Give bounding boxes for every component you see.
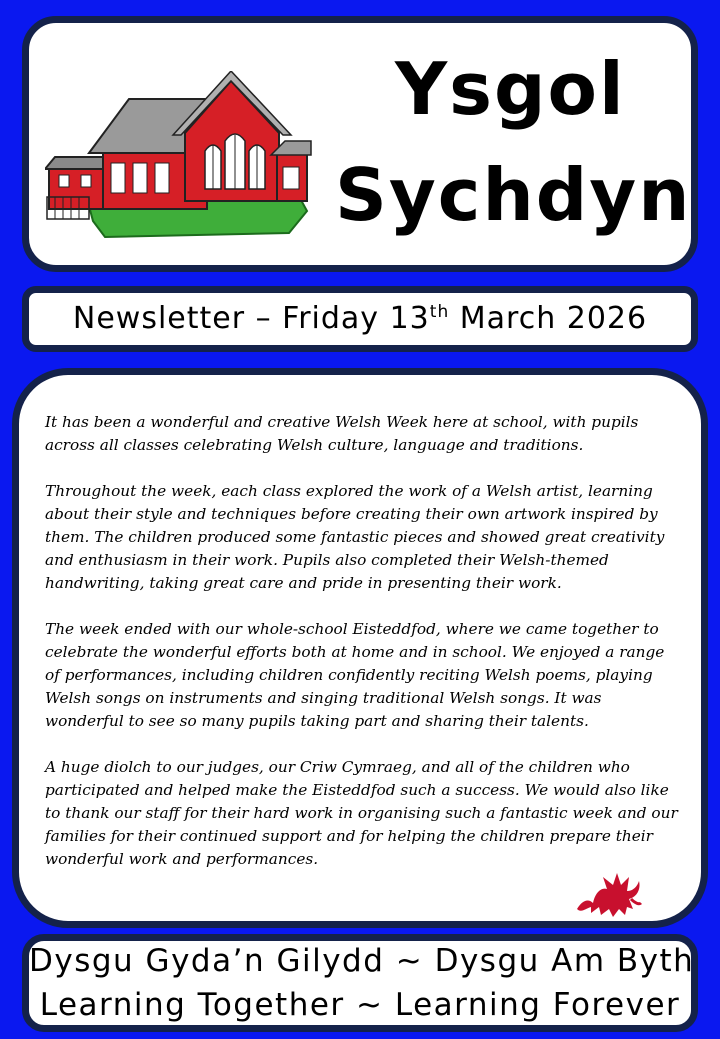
motto-english: Learning Together ~ Learning Forever xyxy=(39,987,681,1023)
newsletter-date-prefix: Newsletter – Friday 13 xyxy=(72,301,430,336)
paragraph-2: Throughout the week, each class explored the work of a Welsh artist, learning about their style and techniques before creating their own artwork inspired by them. The children produced some fantastic pieces and showed great creativity and enthusiasm in their work. Pupils also completed their Welsh-themed handwriting, taking great care and pride in presenting their work. xyxy=(45,482,665,592)
school-name-line1: Ysgol xyxy=(395,47,626,131)
motto-welsh: Dysgu Gyda’n Gilydd ~ Dysgu Am Byth xyxy=(29,943,695,979)
paragraph-1: It has been a wonderful and creative Welsh Week here at school, with pupils across all classes celebrating Welsh culture, language and traditions. xyxy=(45,413,639,454)
newsletter-body xyxy=(45,411,681,894)
header-panel xyxy=(22,16,698,272)
footer-motto-panel xyxy=(22,934,698,1032)
paragraph-4: A huge diolch to our judges, our Criw Cymraeg, and all of the children who participated and helped make the Eisteddfod such a success. We would also like to thank our staff for their hard work in organising such a fantastic week and our families for their continued support and for helping the children prepare their wonderful work and performances. xyxy=(45,758,678,868)
newsletter-date xyxy=(29,301,691,336)
paragraph-3: The week ended with our whole-school Eisteddfod, where we came together to celebrate the wonderful efforts both at home and in school. We enjoyed a range of performances, including children confidently reciting Welsh poems, playing Welsh songs on instruments and singing traditional Welsh songs. It was wonderful to see so many pupils taking part and sharing their talents. xyxy=(45,620,665,730)
welsh-dragon-icon xyxy=(573,869,643,921)
newsletter-date-bar xyxy=(22,286,698,352)
school-building-image xyxy=(45,71,315,241)
newsletter-date-suffix: March 2026 xyxy=(449,301,648,336)
newsletter-date-ordinal: th xyxy=(429,302,450,322)
school-name-line2: Sychdyn xyxy=(335,153,692,237)
newsletter-content-panel xyxy=(12,368,708,928)
